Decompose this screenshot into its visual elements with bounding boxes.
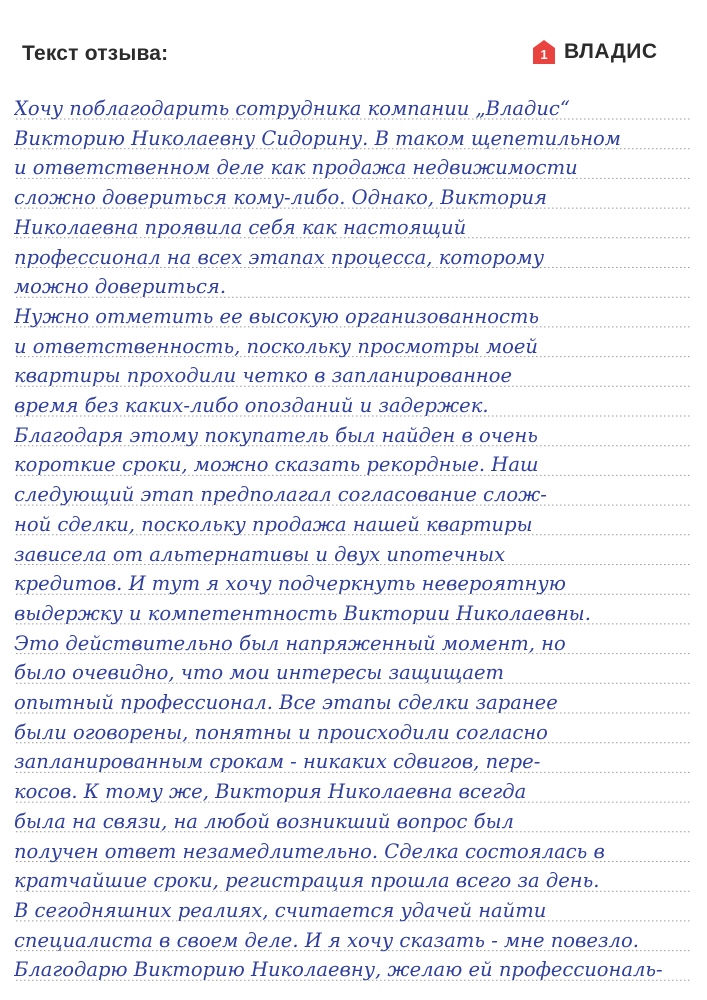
handwritten-line: и ответственном деле как продажа недвижимости — [14, 156, 578, 180]
handwritten-line: получен ответ незамедлительно. Сделка состоялась в — [14, 839, 605, 863]
logo-text: ВЛАДИС — [564, 40, 658, 63]
handwritten-line: сложно довериться кому-либо. Однако, Виктория — [14, 186, 547, 210]
handwritten-line: Благодарю Викторию Николаевну, желаю ей профессиональ- — [14, 958, 663, 982]
handwritten-line: зависела от альтернативы и двух ипотечных — [14, 542, 506, 566]
review-text-heading: Текст отзыва: — [22, 42, 169, 65]
handwritten-line: выдержку и компетентность Виктории Николаевны. — [14, 601, 591, 625]
handwritten-line: была на связи, на любой возникший вопрос был — [14, 809, 514, 833]
handwritten-line: Николаевна проявила себя как настоящий — [14, 215, 467, 239]
handwritten-line: и ответственность, поскольку просмотры моей — [14, 334, 538, 358]
handwritten-line: профессионал на всех этапах процесса, которому — [14, 245, 545, 269]
svg-text:1: 1 — [540, 47, 548, 62]
handwritten-line: было очевидно, что мои интересы защищает — [14, 661, 504, 685]
handwritten-line: короткие сроки, можно сказать рекордные. Наш — [14, 453, 539, 477]
handwritten-line: квартиры проходили четко в запланированное — [14, 364, 513, 388]
handwritten-line: кредитов. И тут я хочу подчеркнуть невероятную — [14, 572, 566, 596]
handwritten-line: можно довериться. — [14, 275, 227, 299]
handwritten-line: следующий этап предполагал согласование слож- — [14, 483, 547, 507]
handwritten-line: Викторию Николаевну Сидорину. В таком щепетильном — [14, 126, 621, 150]
handwritten-line: запланированным срокам - никаких сдвигов, пере- — [14, 750, 541, 774]
handwritten-line: Это действительно был напряженный момент, но — [14, 631, 566, 655]
handwritten-line: опытный профессионал. Все этапы сделки заранее — [14, 691, 558, 714]
handwritten-line: специалиста в своем деле. И я хочу сказать - мне повезло. — [14, 928, 639, 952]
handwritten-line: были оговорены, понятны и происходили согласно — [14, 720, 548, 744]
handwritten-line: время без каких-либо опозданий и задержек. — [14, 394, 489, 417]
handwritten-line: Благодаря этому покупатель был найден в очень — [14, 423, 538, 447]
handwritten-line: кратчайшие сроки, регистрация прошла всего за день. — [14, 869, 600, 893]
handwritten-line: Нужно отметить ее высокую организованность — [14, 304, 539, 328]
handwritten-line: Хочу поблагодарить сотрудника компании „Владис“ — [14, 97, 570, 120]
handwritten-line: В сегодняшних реалиях, считается удачей найти — [14, 898, 547, 922]
handwritten-line: ной сделки, поскольку продажа нашей квартиры — [14, 512, 533, 536]
handwritten-line: косов. К тому же, Виктория Николаевна всегда — [14, 780, 527, 804]
